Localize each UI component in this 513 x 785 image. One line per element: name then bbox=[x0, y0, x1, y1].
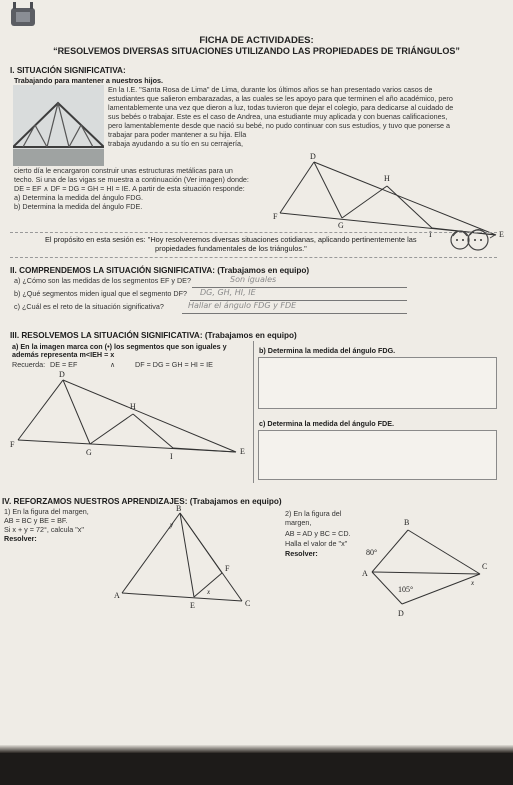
school-logo bbox=[8, 2, 38, 28]
svg-text:y: y bbox=[170, 521, 174, 529]
question-challenge: c) ¿Cuál es el reto de la situación significativa? bbox=[14, 302, 164, 311]
svg-text:E: E bbox=[499, 230, 504, 238]
worksheet-title: FICHA DE ACTIVIDADES: bbox=[199, 35, 314, 46]
svg-text:105°: 105° bbox=[398, 585, 414, 594]
problem2-resolver: Resolver: bbox=[285, 549, 318, 558]
svg-text:B: B bbox=[404, 518, 410, 527]
story-line-2: estudiantes que salieron embarazadas, a las cuales se les apoyo para que terminen el año académico, pero bbox=[108, 94, 453, 103]
svg-text:H: H bbox=[130, 402, 136, 411]
problem2-line4: Halla el valor de "x" bbox=[285, 539, 348, 548]
svg-text:F: F bbox=[273, 212, 278, 221]
svg-text:F: F bbox=[10, 440, 15, 449]
section1-heading: I. SITUACIÓN SIGNIFICATIVA: bbox=[10, 66, 126, 75]
truss-figure-2 bbox=[8, 370, 253, 460]
recall-eq-chain: DF = DG = GH = HI = IE bbox=[135, 360, 213, 369]
svg-text:A: A bbox=[362, 569, 368, 578]
story-line-3: lamentablemente una vez que dieron a luz, todas tuvieron que dejar el colegio, para dedicarse al cuidado de bbox=[108, 103, 454, 112]
story-line-9: techo. Si una de las vigas se muestra a continuación (Ver imagen) donde: bbox=[14, 175, 249, 184]
answer-c-line bbox=[182, 313, 407, 314]
svg-text:I: I bbox=[170, 452, 173, 460]
problem2-figure bbox=[358, 512, 498, 622]
svg-text:C: C bbox=[245, 599, 251, 608]
page-fold-shadow bbox=[0, 745, 513, 753]
recall-label: Recuerda: bbox=[12, 360, 46, 369]
problem1-figure bbox=[112, 505, 257, 610]
svg-text:x: x bbox=[207, 588, 211, 596]
section3-instruction-2: además representa m<IEH = x bbox=[12, 350, 115, 359]
question-a-fdg: a) Determina la medida del ángulo FDG. bbox=[14, 193, 144, 202]
svg-text:x: x bbox=[471, 579, 475, 587]
answer-c-handwritten: Hallar el ángulo FDG y FDE bbox=[188, 301, 297, 310]
problem2-line2: margen, bbox=[285, 518, 312, 527]
svg-text:D: D bbox=[310, 152, 316, 161]
svg-text:E: E bbox=[190, 601, 195, 610]
recall-eq-de-ef: DE = EF bbox=[50, 360, 78, 369]
story-line-8: cierto día le encargaron construir unas estructuras metálicas para un bbox=[14, 166, 233, 175]
story-line-6: trabajar para poder mantener a su hija. Ella bbox=[108, 130, 247, 139]
question-ef-de: a) ¿Cómo son las medidas de los segmentos EF y DE? bbox=[14, 276, 191, 285]
svg-text:B: B bbox=[176, 505, 182, 513]
svg-text:F: F bbox=[225, 564, 230, 573]
story-line-4: sus bebés o trabajar. Este es el caso de Andrea, una estudiante muy aplicada y con buenas calificaciones, bbox=[108, 112, 448, 121]
svg-text:C: C bbox=[482, 562, 488, 571]
svg-text:G: G bbox=[338, 221, 344, 230]
svg-text:G: G bbox=[86, 448, 92, 457]
question-segments-df: b) ¿Qué segmentos miden igual que el segmento DF? bbox=[14, 289, 187, 298]
section2-heading: II. COMPRENDEMOS LA SITUACIÓN SIGNIFICATIVA: (Trabajamos en equipo) bbox=[10, 266, 310, 275]
problem1-line1: 1) En la figura del margen, bbox=[4, 507, 89, 516]
problem2-line3: AB = AD y BC = CD. bbox=[285, 529, 351, 538]
story-line-10: DE = EF ∧ DF = DG = GH = HI = IE. A partir de esta situación responde: bbox=[14, 184, 245, 193]
answer-box-fdg[interactable] bbox=[258, 357, 497, 409]
section3-instruction-1: a) En la imagen marca con (•) los segmentos que son iguales y bbox=[12, 342, 227, 351]
question-c-angle-fde: c) Determina la medida del ángulo FDE. bbox=[259, 419, 394, 428]
answer-b-handwritten: DG, GH, HI, IE bbox=[200, 288, 256, 297]
section4-heading: IV. REFORZAMOS NUESTROS APRENDIZAJES: (Trabajamos en equipo) bbox=[2, 497, 282, 506]
dark-background bbox=[0, 752, 513, 785]
problem1-line2: AB = BC y BE = BF. bbox=[4, 516, 68, 525]
svg-text:D: D bbox=[398, 609, 404, 618]
section3-heading: III. RESOLVEMOS LA SITUACIÓN SIGNIFICATIVA: (Trabajamos en equipo) bbox=[10, 331, 297, 340]
story-line-5: pero lamentablemente desde que nació su bebé, no pudo continuar con sus estudios, y tuvo que ponerse a bbox=[108, 121, 451, 130]
answer-box-fde[interactable] bbox=[258, 430, 497, 480]
question-b-fde: b) Determina la medida del ángulo FDE. bbox=[14, 202, 143, 211]
roof-truss-photo bbox=[13, 85, 104, 166]
problem1-resolver: Resolver: bbox=[4, 534, 37, 543]
answer-a-handwritten: Son iguales bbox=[230, 275, 277, 284]
purpose-line-1: El propósito en esta sesión es: "Hoy resolveremos diversas situaciones cotidianas, aplicando pertinentemente las bbox=[45, 235, 417, 244]
svg-text:I: I bbox=[429, 230, 432, 238]
question-b-angle-fdg: b) Determina la medida del ángulo FDG. bbox=[259, 346, 396, 355]
svg-text:80°: 80° bbox=[366, 548, 378, 557]
svg-text:E: E bbox=[240, 447, 245, 456]
section1-subheading: Trabajando para mantener a nuestros hijos. bbox=[14, 76, 163, 85]
recall-and-symbol: ∧ bbox=[110, 360, 116, 369]
purpose-line-2: propiedades fundamentales de los triángulos." bbox=[155, 244, 307, 253]
story-line-1: En la I.E. "Santa Rosa de Lima" de Lima, durante los últimos años se han presentado varios casos de bbox=[108, 85, 433, 94]
story-line-7: trabaja ayudando a su tío en su cerrajería, bbox=[108, 139, 244, 148]
svg-text:D: D bbox=[59, 370, 65, 379]
students-cartoon-icon bbox=[448, 226, 498, 258]
problem1-line3: Si x + y = 72°, calcula "x" bbox=[4, 525, 84, 534]
truss-figure-1 bbox=[272, 150, 508, 238]
svg-text:A: A bbox=[114, 591, 120, 600]
svg-text:H: H bbox=[384, 174, 390, 183]
problem2-line1: 2) En la figura del bbox=[285, 509, 342, 518]
worksheet-subtitle: “RESOLVEMOS DIVERSAS SITUACIONES UTILIZANDO LAS PROPIEDADES DE TRIÁNGULOS” bbox=[53, 46, 460, 56]
